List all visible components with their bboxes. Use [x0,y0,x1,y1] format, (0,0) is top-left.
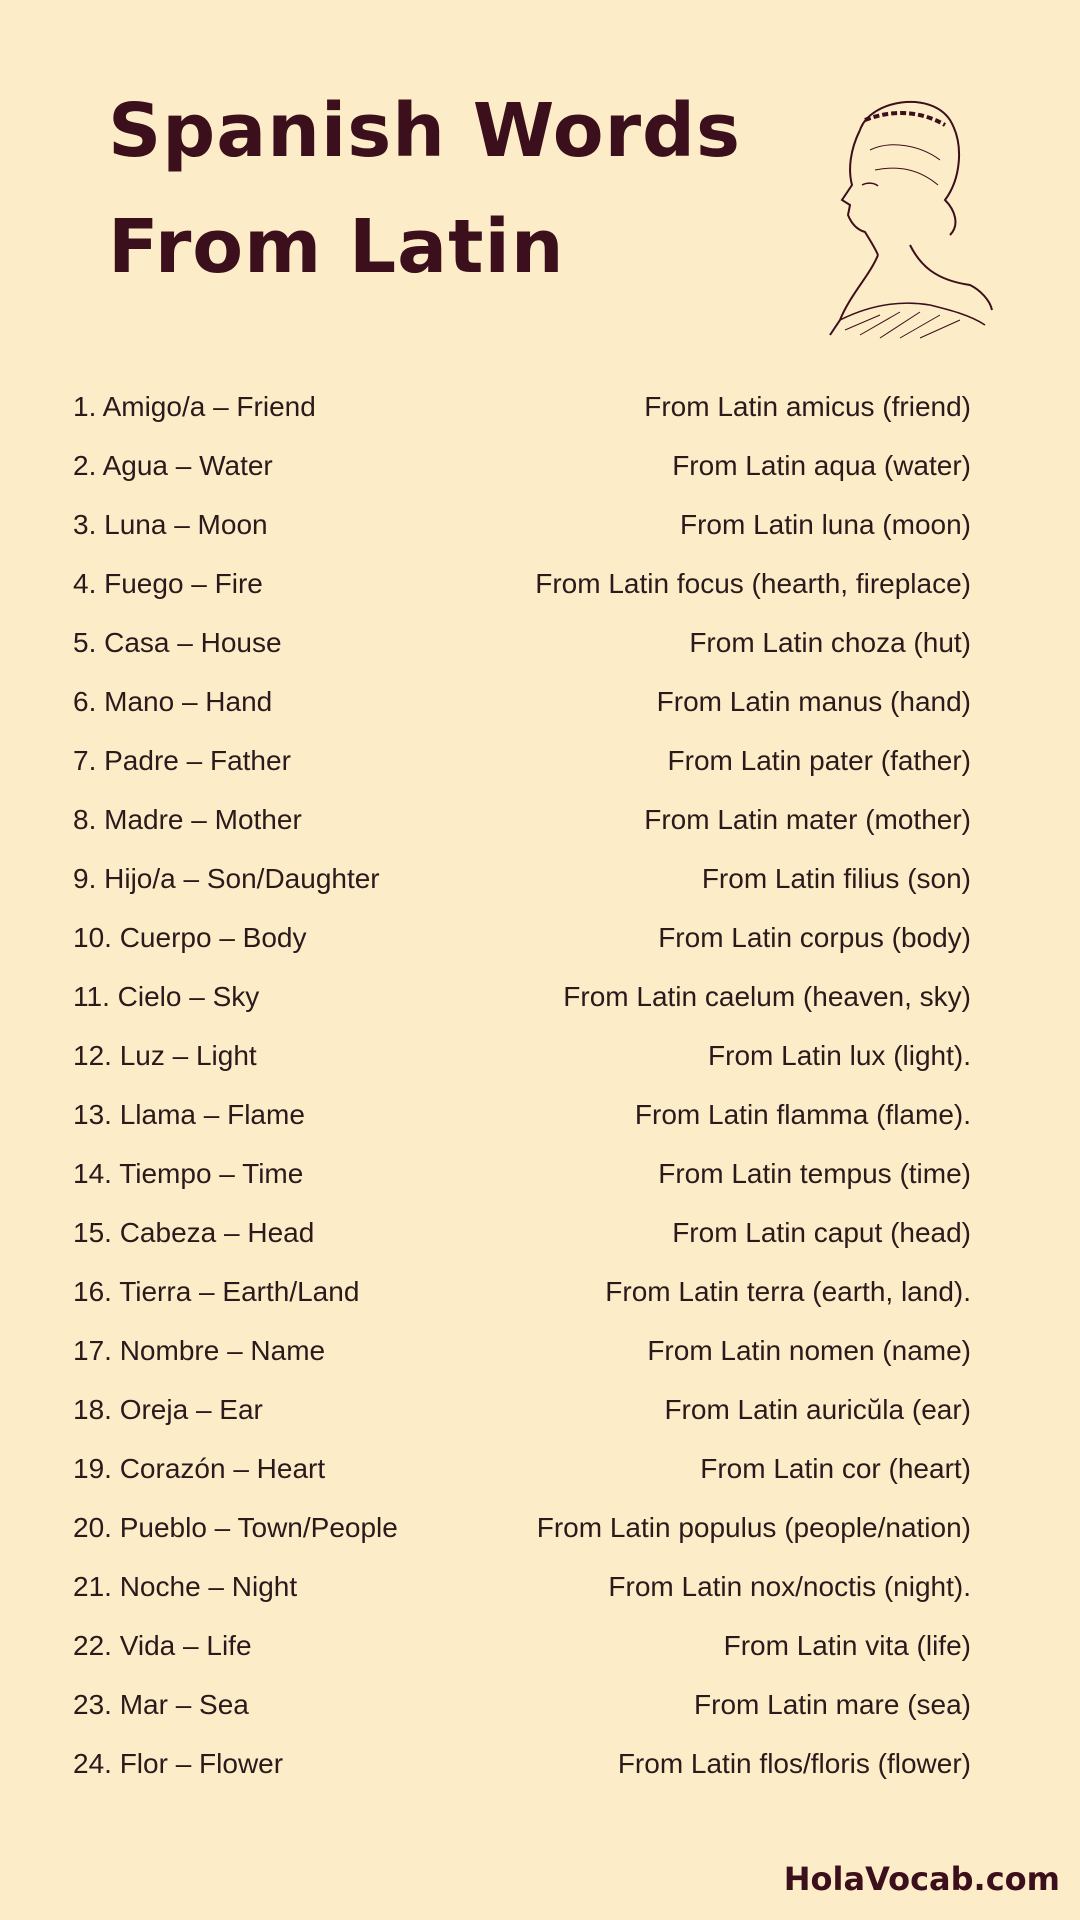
word-row [73,1744,971,1784]
word-row [73,446,971,486]
spanish-word: 19. Corazón – Heart [73,1453,326,1484]
latin-origin: From Latin nox/noctis (night). [608,1571,971,1602]
spanish-word: 10. Cuerpo – Body [73,922,307,953]
spanish-word: 20. Pueblo – Town/People [73,1512,398,1543]
latin-origin: From Latin caput (head) [672,1217,971,1248]
latin-origin: From Latin focus (hearth, fireplace) [535,568,971,599]
word-row [73,1036,971,1076]
latin-origin: From Latin mater (mother) [644,804,971,835]
word-row [73,1331,971,1371]
spanish-word: 18. Oreja – Ear [73,1394,263,1425]
word-row [73,977,971,1017]
latin-origin: From Latin flamma (flame). [634,1099,971,1130]
spanish-word: 21. Noche – Night [73,1571,298,1602]
spanish-word: 24. Flor – Flower [73,1748,284,1779]
word-row [73,1272,971,1312]
word-row [73,1449,971,1489]
spanish-word: 5. Casa – House [73,627,282,658]
spanish-word: 14. Tiempo – Time [73,1158,304,1189]
word-row [73,1154,971,1194]
word-row [73,918,971,958]
page-title-line-1: Spanish Words [108,88,742,174]
latin-origin: From Latin amicus (friend) [644,391,971,422]
spanish-word: 9. Hijo/a – Son/Daughter [73,863,380,894]
page-title-line-2: From Latin [108,204,565,290]
latin-origin: From Latin auricŭla (ear) [664,1394,971,1425]
word-row [73,1626,971,1666]
spanish-word: 13. Llama – Flame [73,1099,305,1130]
word-row [73,1567,971,1607]
word-row [73,1685,971,1725]
latin-origin: From Latin lux (light). [708,1040,971,1071]
site-url: HolaVocab.com [783,1860,1060,1898]
latin-origin: From Latin aqua (water) [672,450,971,481]
latin-origin: From Latin nomen (name) [647,1335,971,1366]
latin-origin: From Latin flos/floris (flower) [617,1748,971,1779]
roman-bust-icon [820,90,998,340]
word-row [73,623,971,663]
spanish-word: 7. Padre – Father [73,745,291,776]
spanish-word: 16. Tierra – Earth/Land [73,1276,360,1307]
latin-origin: From Latin tempus (time) [658,1158,971,1189]
word-row [73,1390,971,1430]
spanish-word: 2. Agua – Water [73,450,273,481]
spanish-word: 11. Cielo – Sky [73,981,260,1012]
latin-origin: From Latin terra (earth, land). [605,1276,971,1307]
latin-origin: From Latin mare (sea) [694,1689,971,1720]
latin-origin: From Latin populus (people/nation) [536,1512,971,1543]
latin-origin: From Latin filius (son) [701,863,971,894]
spanish-word: 6. Mano – Hand [73,686,273,717]
word-row [73,859,971,899]
spanish-word: 8. Madre – Mother [73,804,302,835]
latin-origin: From Latin pater (father) [667,745,971,776]
word-row [73,564,971,604]
spanish-word: 17. Nombre – Name [73,1335,326,1366]
word-row [73,1213,971,1253]
latin-origin: From Latin corpus (body) [658,922,971,953]
word-row [73,682,971,722]
latin-origin: From Latin luna (moon) [679,509,971,540]
spanish-word: 22. Vida – Life [73,1630,252,1661]
spanish-word: 15. Cabeza – Head [73,1217,315,1248]
latin-origin: From Latin caelum (heaven, sky) [563,981,971,1012]
spanish-word: 1. Amigo/a – Friend [73,391,316,422]
word-row [73,741,971,781]
latin-origin: From Latin choza (hut) [689,627,971,658]
latin-origin: From Latin vita (life) [723,1630,971,1661]
word-row [73,505,971,545]
spanish-word: 12. Luz – Light [73,1040,257,1071]
spanish-word: 23. Mar – Sea [73,1689,249,1720]
word-row [73,387,971,427]
word-row [73,1095,971,1135]
word-row [73,800,971,840]
spanish-word: 3. Luna – Moon [73,509,268,540]
word-row [73,1508,971,1548]
latin-origin: From Latin cor (heart) [700,1453,971,1484]
spanish-word: 4. Fuego – Fire [73,568,263,599]
latin-origin: From Latin manus (hand) [656,686,971,717]
